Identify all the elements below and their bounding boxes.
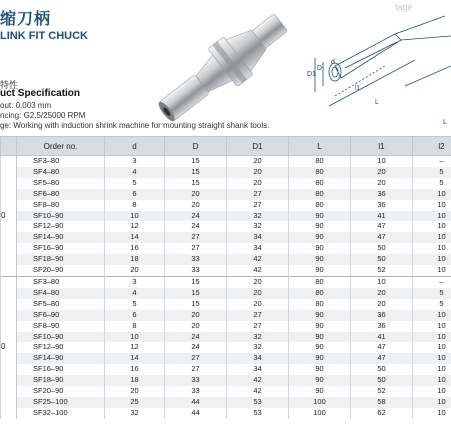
- column-header-l1: l1: [351, 137, 413, 156]
- table-cell: 10: [413, 254, 451, 265]
- table-cell: 44: [165, 397, 227, 408]
- table-cell: 4: [105, 288, 165, 299]
- table-cell: 47: [351, 342, 413, 353]
- order-number-cell: SF12–90: [17, 221, 105, 232]
- order-number-cell: SF32–100: [17, 408, 105, 419]
- table-cell: 34: [227, 243, 289, 254]
- diagram-label-l-right: L: [443, 119, 447, 126]
- table-cell: 24: [165, 332, 227, 343]
- table-cell: 10: [413, 353, 451, 364]
- table-cell: 20: [351, 178, 413, 189]
- table-cell: 16: [105, 243, 165, 254]
- table-cell: 10: [413, 386, 451, 397]
- table-cell: 44: [165, 408, 227, 419]
- table-cell: 90: [289, 310, 351, 321]
- table-cell: 33: [165, 375, 227, 386]
- table-cell: 27: [227, 321, 289, 332]
- table-cell: 50: [351, 243, 413, 254]
- table-row: [1, 243, 451, 254]
- table-cell: 3: [105, 156, 165, 167]
- table-cell: 18: [105, 375, 165, 386]
- specification-table: [0, 136, 451, 419]
- table-cell: 50: [351, 364, 413, 375]
- column-header-l2: l2: [413, 137, 451, 156]
- table-cell: 90: [289, 254, 351, 265]
- order-number-cell: SF6–90: [17, 310, 105, 321]
- table-cell: 90: [289, 243, 351, 254]
- order-number-cell: SF12–90: [17, 342, 105, 353]
- diagram-label-l1: l1: [355, 85, 361, 92]
- table-cell: 20: [227, 178, 289, 189]
- shrink-fit-chuck-image: [140, 2, 310, 130]
- table-cell: 8: [105, 321, 165, 332]
- table-cell: 5: [413, 288, 451, 299]
- table-cell: 47: [351, 353, 413, 364]
- table-cell: 42: [227, 375, 289, 386]
- table-cell: 10: [413, 408, 451, 419]
- table-cell: 10: [413, 221, 451, 232]
- order-number-cell: SF4–80: [17, 167, 105, 178]
- table-cell: 10: [413, 397, 451, 408]
- table-row: [1, 232, 451, 243]
- table-cell: 15: [165, 288, 227, 299]
- table-cell: 20: [227, 156, 289, 167]
- column-header-order-no: Order no.: [17, 137, 105, 156]
- table-cell: 34: [227, 364, 289, 375]
- table-cell: 100: [289, 408, 351, 419]
- table-cell: 20: [227, 288, 289, 299]
- diagram-label-d-inner: d: [331, 59, 335, 66]
- order-number-cell: SF5–80: [17, 299, 105, 310]
- spec-balancing: ncing: G2.5/25000 RPM: [0, 111, 86, 120]
- order-number-cell: SF4–80: [17, 288, 105, 299]
- table-cell: 52: [351, 386, 413, 397]
- order-number-cell: SF25–100: [17, 397, 105, 408]
- table-cell: 90: [289, 232, 351, 243]
- table-cell: 53: [227, 408, 289, 419]
- table-cell: –: [413, 276, 451, 287]
- table-cell: 32: [227, 332, 289, 343]
- table-cell: 10: [351, 156, 413, 167]
- table-cell: 36: [351, 321, 413, 332]
- table-row: [1, 321, 451, 332]
- table-row: [1, 178, 451, 189]
- table-cell: 32: [227, 211, 289, 222]
- column-header-L: L: [289, 137, 351, 156]
- table-cell: 27: [227, 189, 289, 200]
- table-cell: 27: [165, 243, 227, 254]
- table-cell: 15: [165, 276, 227, 287]
- table-cell: 33: [165, 254, 227, 265]
- table-cell: 10: [413, 243, 451, 254]
- table-cell: 80: [289, 167, 351, 178]
- table-cell: 52: [351, 265, 413, 276]
- table-cell: 50: [351, 375, 413, 386]
- table-cell: 47: [351, 221, 413, 232]
- order-number-cell: SF10–90: [17, 332, 105, 343]
- table-cell: 10: [413, 342, 451, 353]
- table-cell: 10: [413, 321, 451, 332]
- row-group-label: 0: [1, 156, 17, 277]
- order-number-cell: SF18–90: [17, 375, 105, 386]
- table-cell: 18: [105, 254, 165, 265]
- table-cell: 10: [413, 265, 451, 276]
- table-row: [1, 211, 451, 222]
- table-cell: 20: [351, 288, 413, 299]
- table-row: [1, 299, 451, 310]
- table-cell: 5: [105, 299, 165, 310]
- spec-heading-en: uct Specification: [0, 88, 81, 99]
- table-cell: 15: [165, 156, 227, 167]
- table-cell: 27: [227, 200, 289, 211]
- watermark-text: tage: [395, 2, 413, 12]
- table-row: [1, 254, 451, 265]
- table-cell: 90: [289, 265, 351, 276]
- table-cell: 100: [289, 397, 351, 408]
- table-cell: 5: [105, 178, 165, 189]
- table-cell: 90: [289, 221, 351, 232]
- table-cell: 41: [351, 332, 413, 343]
- diagram-label-l: L: [375, 99, 379, 106]
- table-cell: 53: [227, 397, 289, 408]
- row-group-label: 0: [1, 276, 17, 418]
- table-cell: 36: [351, 189, 413, 200]
- table-row: [1, 364, 451, 375]
- table-cell: 20: [227, 276, 289, 287]
- table-cell: 90: [289, 375, 351, 386]
- table-cell: 10: [413, 189, 451, 200]
- order-number-cell: SF16–90: [17, 364, 105, 375]
- table-cell: 42: [227, 265, 289, 276]
- order-number-cell: SF16–90: [17, 243, 105, 254]
- table-cell: 14: [105, 232, 165, 243]
- order-number-cell: SF8–90: [17, 321, 105, 332]
- order-number-cell: SF6–80: [17, 189, 105, 200]
- table-cell: 27: [165, 353, 227, 364]
- column-header-D: D: [165, 137, 227, 156]
- table-cell: 24: [165, 211, 227, 222]
- table-cell: 41: [351, 211, 413, 222]
- table-cell: 36: [351, 200, 413, 211]
- table-cell: 5: [413, 167, 451, 178]
- table-cell: 5: [413, 299, 451, 310]
- table-cell: 10: [413, 332, 451, 343]
- table-cell: 90: [289, 332, 351, 343]
- table-cell: 14: [105, 353, 165, 364]
- table-row: [1, 386, 451, 397]
- table-cell: 80: [289, 156, 351, 167]
- page-title-cn: 缩刀柄: [0, 11, 52, 28]
- table-cell: 50: [351, 254, 413, 265]
- table-cell: 33: [165, 265, 227, 276]
- table-cell: 20: [165, 321, 227, 332]
- table-cell: 32: [227, 342, 289, 353]
- table-row: [1, 408, 451, 419]
- table-row: [1, 200, 451, 211]
- table-cell: 80: [289, 189, 351, 200]
- table-cell: 10: [105, 332, 165, 343]
- table-cell: 90: [289, 211, 351, 222]
- table-cell: 20: [165, 189, 227, 200]
- table-cell: 15: [165, 299, 227, 310]
- table-cell: 10: [413, 232, 451, 243]
- table-cell: 20: [227, 299, 289, 310]
- table-cell: 90: [289, 364, 351, 375]
- table-cell: 10: [413, 364, 451, 375]
- table-cell: 8: [105, 200, 165, 211]
- table-cell: 80: [289, 299, 351, 310]
- table-cell: 6: [105, 189, 165, 200]
- table-cell: 20: [165, 200, 227, 211]
- table-cell: 27: [165, 232, 227, 243]
- table-row: [1, 167, 451, 178]
- table-row: [1, 353, 451, 364]
- table-cell: 12: [105, 342, 165, 353]
- table-row: [1, 221, 451, 232]
- table-cell: 42: [227, 386, 289, 397]
- table-row: [1, 342, 451, 353]
- table-row: [1, 310, 451, 321]
- spec-runout: out: 0.003 mm: [0, 101, 52, 110]
- table-cell: 80: [289, 178, 351, 189]
- table-cell: 10: [413, 200, 451, 211]
- table-cell: 62: [351, 408, 413, 419]
- table-cell: 90: [289, 386, 351, 397]
- table-cell: 34: [227, 353, 289, 364]
- order-number-cell: SF10–90: [17, 211, 105, 222]
- table-cell: 80: [289, 276, 351, 287]
- table-cell: 10: [413, 375, 451, 386]
- order-number-cell: SF14–90: [17, 353, 105, 364]
- table-cell: 10: [105, 211, 165, 222]
- column-header-d: d: [105, 137, 165, 156]
- table-cell: 10: [413, 211, 451, 222]
- table-cell: 33: [165, 386, 227, 397]
- order-number-cell: SF14–90: [17, 232, 105, 243]
- table-cell: 20: [165, 310, 227, 321]
- table-cell: 16: [105, 364, 165, 375]
- table-cell: 6: [105, 310, 165, 321]
- table-cell: 32: [227, 221, 289, 232]
- table-cell: 90: [289, 321, 351, 332]
- table-row: [1, 156, 451, 167]
- table-row: [1, 375, 451, 386]
- table-cell: 15: [165, 167, 227, 178]
- table-cell: 10: [351, 276, 413, 287]
- order-number-cell: SF20–90: [17, 386, 105, 397]
- page-title-en: LINK FIT CHUCK: [0, 30, 88, 42]
- table-row: [1, 288, 451, 299]
- table-cell: 20: [105, 265, 165, 276]
- column-header-group: [1, 137, 17, 156]
- table-cell: 24: [165, 342, 227, 353]
- column-header-D1: D1: [227, 137, 289, 156]
- order-number-cell: SF8–80: [17, 200, 105, 211]
- table-cell: 47: [351, 232, 413, 243]
- table-cell: 10: [413, 310, 451, 321]
- order-number-cell: SF3–80: [17, 156, 105, 167]
- table-header-row: [1, 137, 451, 156]
- table-cell: 90: [289, 353, 351, 364]
- table-cell: 4: [105, 167, 165, 178]
- table-cell: 5: [413, 178, 451, 189]
- table-cell: 27: [227, 310, 289, 321]
- table-cell: 24: [165, 221, 227, 232]
- table-cell: 42: [227, 254, 289, 265]
- table-row: [1, 332, 451, 343]
- table-row: [1, 276, 451, 287]
- dimension-diagram: [305, 6, 451, 134]
- table-cell: 90: [289, 342, 351, 353]
- table-cell: 20: [351, 167, 413, 178]
- table-cell: 25: [105, 397, 165, 408]
- table-cell: –: [413, 156, 451, 167]
- diagram-label-d1: D1: [307, 71, 316, 78]
- table-cell: 32: [105, 408, 165, 419]
- table-cell: 20: [105, 386, 165, 397]
- table-cell: 34: [227, 232, 289, 243]
- table-row: [1, 397, 451, 408]
- order-number-cell: SF3–80: [17, 276, 105, 287]
- table-cell: 80: [289, 200, 351, 211]
- table-cell: 3: [105, 276, 165, 287]
- spec-usage: ge: Working with induction shrink machine for mounting straight shank tools.: [0, 121, 270, 130]
- order-number-cell: SF18–90: [17, 254, 105, 265]
- table-cell: 15: [165, 178, 227, 189]
- table-row: [1, 189, 451, 200]
- spec-heading-cn: 特性: [0, 80, 19, 90]
- diagram-label-d-outer: D: [317, 65, 323, 72]
- table-cell: 12: [105, 221, 165, 232]
- table-cell: 20: [351, 299, 413, 310]
- table-cell: 58: [351, 397, 413, 408]
- table-cell: 80: [289, 288, 351, 299]
- order-number-cell: SF5–80: [17, 178, 105, 189]
- table-row: [1, 265, 451, 276]
- order-number-cell: SF20–90: [17, 265, 105, 276]
- table-cell: 20: [227, 167, 289, 178]
- table-cell: 36: [351, 310, 413, 321]
- table-cell: 27: [165, 364, 227, 375]
